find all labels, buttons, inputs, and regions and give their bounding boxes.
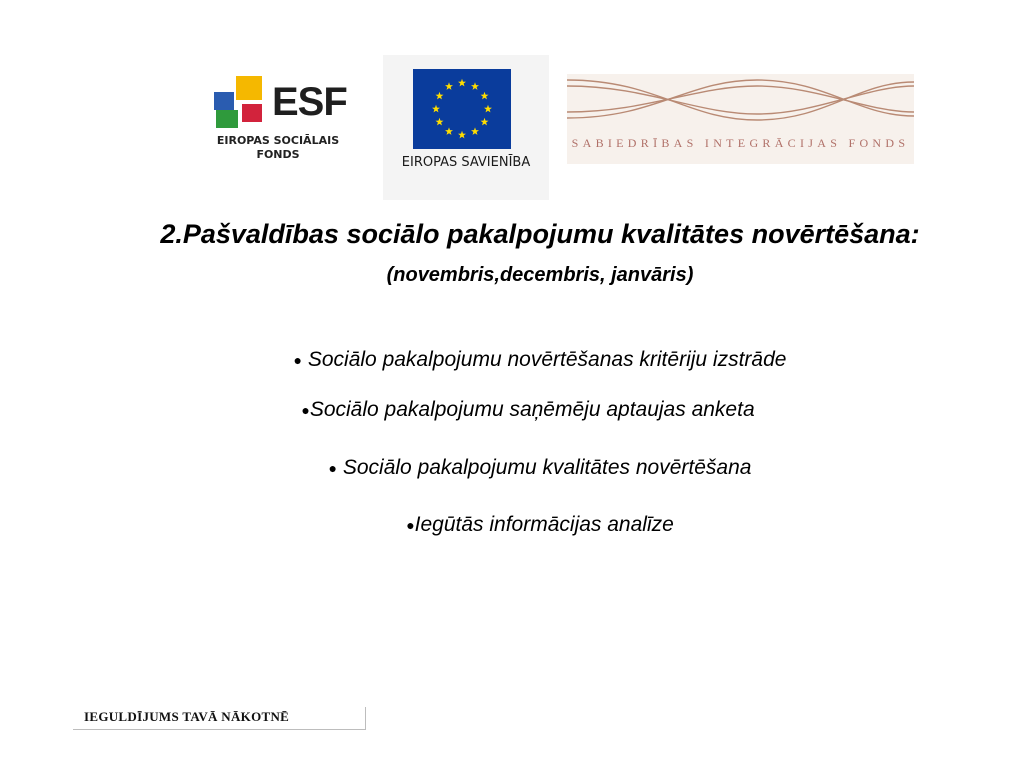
bullet-dot-icon: ● (328, 460, 338, 476)
footer-box (73, 707, 366, 730)
bullet-text: Iegūtās informācijas analīze (414, 513, 674, 536)
footer-text: IEGULDĪJUMS TAVĀ NĀKOTNĒ (84, 709, 290, 724)
bullet-item-1 (0, 345, 1023, 375)
bullet-text: Sociālo pakalpojumu kvalitātes novērtēšana (342, 456, 752, 479)
esf-logo (208, 72, 348, 172)
bullet-item-3 (0, 453, 1023, 483)
bullet-dot-icon: ● (301, 402, 310, 418)
sif-caption: SABIEDRĪBAS INTEGRĀCIJAS FONDS (571, 136, 910, 150)
bullet-text: Sociālo pakalpojumu novērtēšanas kritēriju izstrāde (307, 348, 787, 371)
eu-logo (383, 55, 549, 200)
eu-caption: EIROPAS SAVIENĪBA (401, 155, 531, 170)
esf-caption (208, 134, 348, 162)
esf-wordmark: ESF (272, 80, 347, 124)
sif-logo (567, 74, 914, 164)
slide-subtitle: (novembris,decembris, janvāris) (386, 264, 694, 286)
bullet-dot-icon: ● (406, 517, 415, 533)
sif-waves-icon (567, 74, 914, 134)
bullet-dot-icon: ● (293, 352, 303, 368)
slide-title: 2.Pašvaldības sociālo pakalpojumu kvalitātes novērtēšana: (160, 219, 920, 249)
esf-caption-line2: FONDS (256, 148, 300, 161)
eu-flag-icon (413, 69, 511, 149)
esf-squares-icon (212, 76, 268, 130)
bullet-text: Sociālo pakalpojumu saņēmēju aptaujas anketa (309, 398, 755, 421)
esf-caption-line1: EIROPAS SOCIĀLAIS (216, 134, 340, 147)
bullet-item-2 (0, 395, 1023, 425)
bullet-item-4 (0, 510, 1023, 540)
